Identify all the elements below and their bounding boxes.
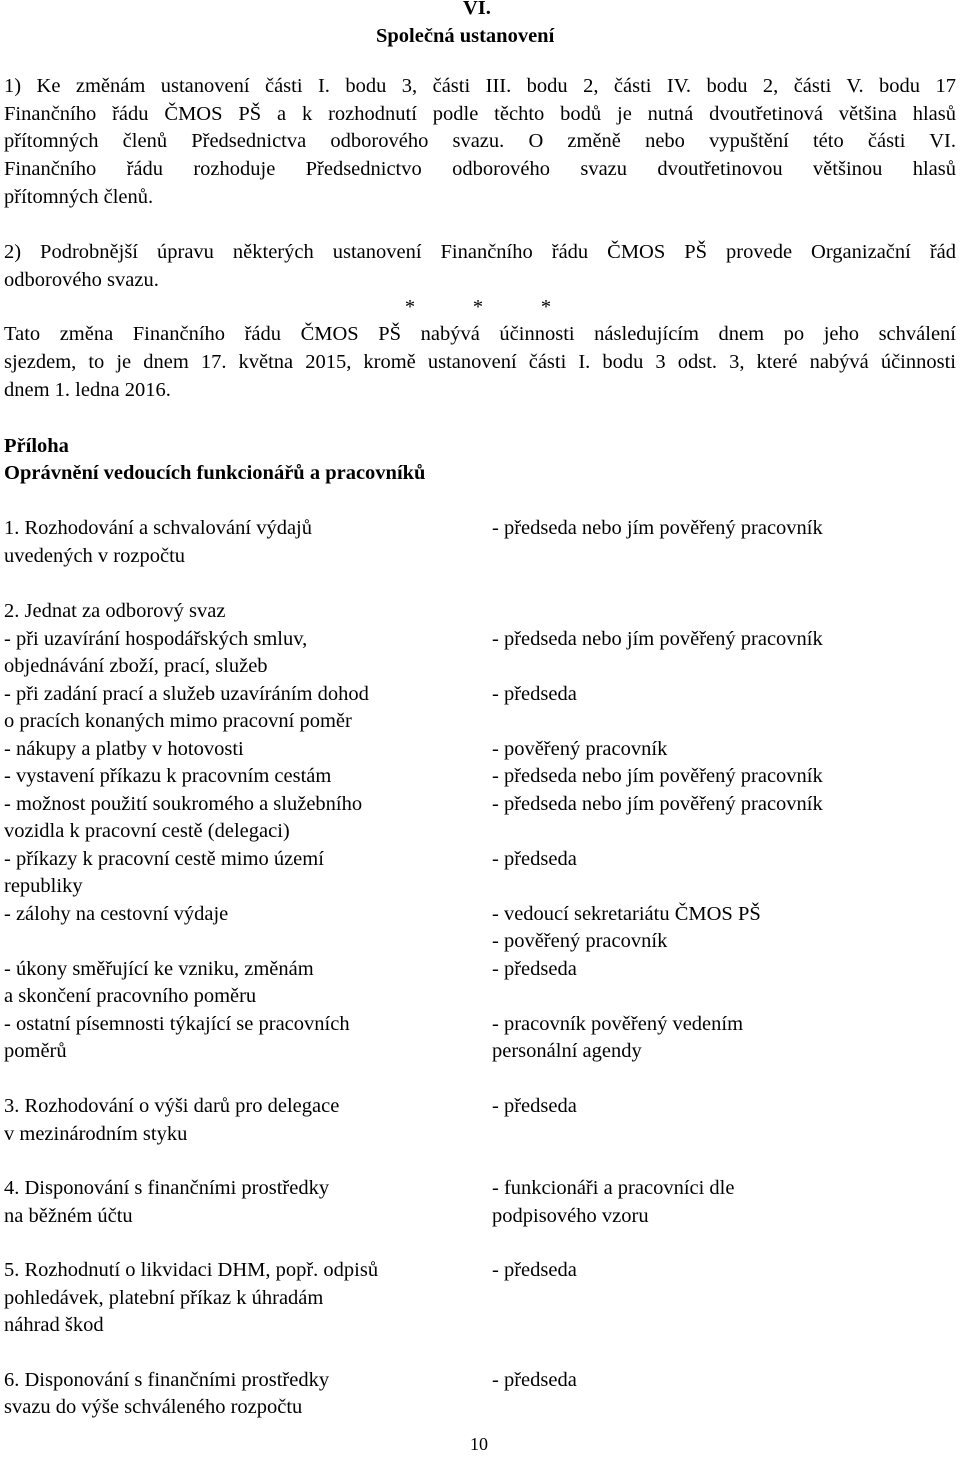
item-3-title: 3. Rozhodování o výši darů pro delegace [4,1095,340,1117]
authorized-person: - předseda [492,958,577,980]
paragraph-line: přítomných členů Předsednictva odborového svazu. O změně nebo vypuštění této části VI. [4,130,956,152]
item-1-title: 1. Rozhodování a schvalování výdajů [4,517,313,539]
item-1-continuation: uvedených v rozpočtu [4,545,186,567]
paragraph-line: 2) Podrobnější úpravu některých ustanovení Finančního řádu ČMOS PŠ provede Organizační řád [4,241,956,263]
item-2-sub-line: - vystavení příkazu k pracovním cestám [4,765,332,787]
item-2-sub-line: - při zadání prací a služeb uzavíráním dohod [4,683,369,705]
paragraph-line: přítomných členů. [4,186,154,208]
authorized-person: - funkcionáři a pracovníci dle [492,1177,735,1199]
asterisk: * [540,296,552,318]
paragraph-line: sjezdem, to je dnem 17. května 2015, kromě ustanovení části I. bodu 3 odst. 3, které nabývá účinnosti [4,351,956,373]
item-5-title: 5. Rozhodnutí o likvidaci DHM, popř. odpisů [4,1259,379,1281]
item-2-sub-line: - úkony směřující ke vzniku, změnám [4,958,314,980]
paragraph-line: odborového svazu. [4,269,159,291]
authorized-person: - předseda [492,1259,577,1281]
item-2-sub-line: poměrů [4,1040,67,1062]
authorized-person: - předseda nebo jím pověřený pracovník [492,793,823,815]
section-title: Společná ustanovení [376,25,555,47]
item-2-sub-line: republiky [4,875,83,897]
item-5-continuation: náhrad škod [4,1314,104,1336]
authorized-person: - předseda [492,1369,577,1391]
item-4-continuation: na běžném účtu [4,1205,133,1227]
asterisk-separator [376,293,580,321]
asterisk: * [472,296,484,318]
authorized-person: podpisového vzoru [492,1205,649,1227]
item-2-sub-line: o pracích konaných mimo pracovní poměr [4,710,352,732]
item-4-title: 4. Disponování s finančními prostředky [4,1177,330,1199]
annex-label: Příloha [4,435,69,457]
page-number: 10 [470,1434,488,1454]
item-2-sub-line: a skončení pracovního poměru [4,985,257,1007]
item-2-sub-line: - zálohy na cestovní výdaje [4,903,229,925]
item-2-sub-line: - možnost použití soukromého a služebního [4,793,363,815]
item-5-continuation: pohledávek, platební příkaz k úhradám [4,1287,324,1309]
paragraph-line: dnem 1. ledna 2016. [4,379,171,401]
item-6-title: 6. Disponování s finančními prostředky [4,1369,330,1391]
item-2-sub-line: objednávání zboží, prací, služeb [4,655,268,677]
authorized-person: - předseda [492,848,577,870]
item-2-sub-line: - při uzavírání hospodářských smluv, [4,628,308,650]
authorized-person: - pracovník pověřený vedením [492,1013,744,1035]
paragraph-line: 1) Ke změnám ustanovení části I. bodu 3, části III. bodu 2, části IV. bodu 2, části V. bodu 17 [4,75,956,97]
section-number: VI. [463,0,491,19]
authorized-person: personální agendy [492,1040,642,1062]
item-2-sub-line: - ostatní písemnosti týkající se pracovních [4,1013,350,1035]
item-6-continuation: svazu do výše schváleného rozpočtu [4,1396,303,1418]
item-2-sub-line: - nákupy a platby v hotovosti [4,738,244,760]
paragraph-line: Finančního řádu ČMOS PŠ a k rozhodnutí podle těchto bodů je nutná dvoutřetinová většina hlasů [4,103,956,125]
asterisk: * [404,296,416,318]
authorized-person: - pověřený pracovník [492,930,668,952]
authorized-person: - předseda nebo jím pověřený pracovník [492,628,823,650]
paragraph-line: Tato změna Finančního řádu ČMOS PŠ nabývá účinnosti následujícím dnem po jeho schválení [4,323,956,345]
authorized-person: - předseda [492,1095,577,1117]
authorized-person: - předseda [492,683,577,705]
authorized-person: - pověřený pracovník [492,738,668,760]
item-2-sub-line: vozidla k pracovní cestě (delegaci) [4,820,290,842]
item-2-title: 2. Jednat za odborový svaz [4,600,226,622]
authorized-person: - předseda nebo jím pověřený pracovník [492,517,823,539]
authorized-person: - předseda nebo jím pověřený pracovník [492,765,823,787]
item-2-sub-line: - příkazy k pracovní cestě mimo území [4,848,324,870]
item-3-continuation: v mezinárodním styku [4,1123,188,1145]
authorized-person: - vedoucí sekretariátu ČMOS PŠ [492,903,761,925]
paragraph-line: Finančního řádu rozhoduje Předsednictvo odborového svazu dvoutřetinovou většinou hlasů [4,158,956,180]
annex-title: Oprávnění vedoucích funkcionářů a pracovníků [4,462,426,484]
